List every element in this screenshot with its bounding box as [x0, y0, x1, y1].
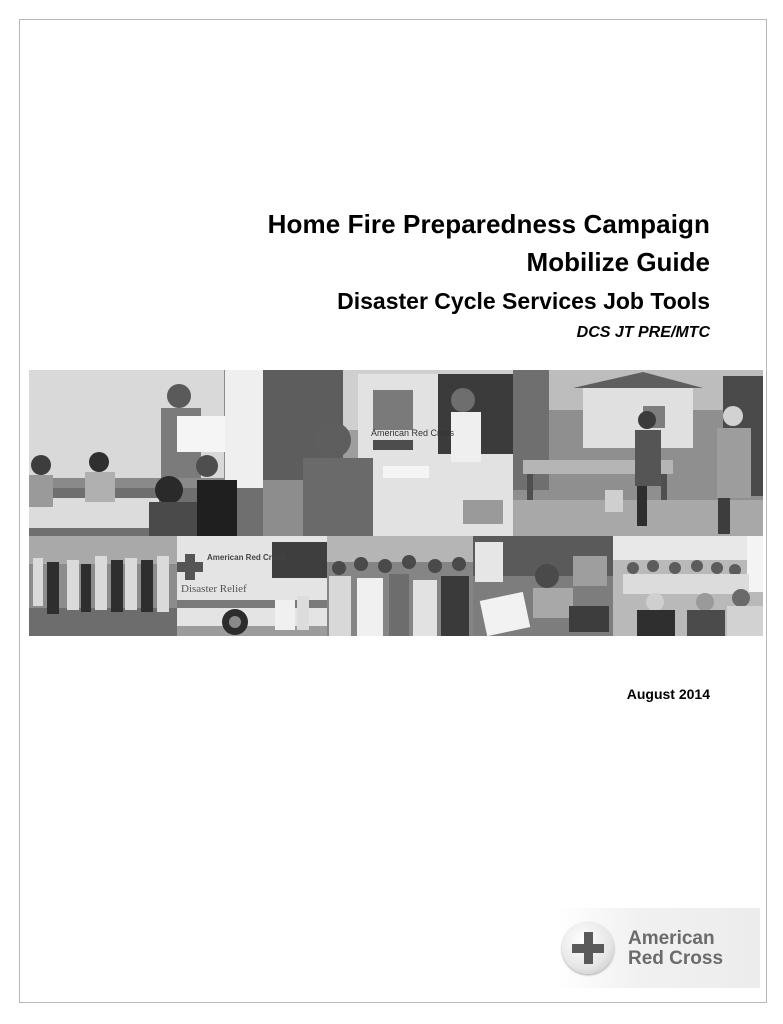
title-guide: Mobilize Guide — [526, 247, 710, 277]
logo-line-1: American — [628, 928, 715, 949]
truck-text: American Red Cross — [371, 428, 455, 438]
disaster-relief-vehicle-photo — [177, 536, 327, 636]
house-yard-photo — [513, 370, 763, 536]
photo-collage — [29, 370, 763, 636]
title-campaign: Home Fire Preparedness Campaign — [267, 209, 710, 239]
logo-line-2: Red Cross — [628, 948, 724, 969]
subtitle: Disaster Cycle Services Job Tools — [337, 288, 710, 314]
vehicle-text: American Red Cross — [207, 553, 286, 562]
field-workers-photo — [473, 536, 613, 636]
document-code: DCS JT PRE/MTC — [576, 324, 710, 341]
classroom-photo — [29, 370, 263, 536]
crowd-vests-photo — [327, 536, 473, 636]
meeting-room-photo — [613, 536, 763, 636]
american-red-cross-logo — [556, 908, 760, 988]
publication-date: August 2014 — [626, 686, 710, 702]
volunteers-walking-photo — [29, 536, 177, 636]
logo-wordmark — [628, 929, 723, 969]
vehicle-banner: Disaster Relief — [181, 583, 247, 595]
title-block — [150, 205, 710, 344]
red-cross-truck-photo — [263, 370, 513, 536]
red-cross-icon — [562, 922, 614, 974]
